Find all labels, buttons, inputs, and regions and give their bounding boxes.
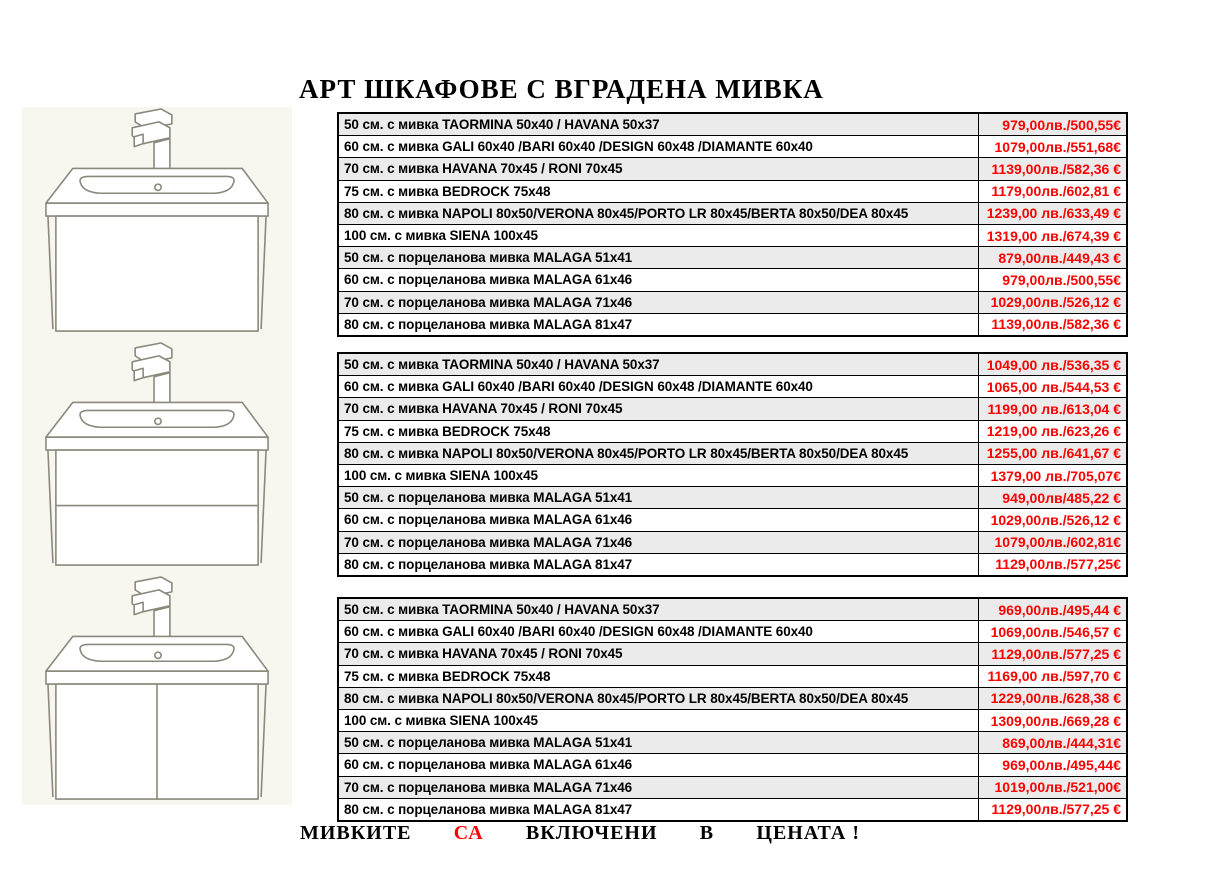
item-price-cell: 879,00лв./449,43 € — [979, 247, 1128, 269]
page-title: АРТ ШКАФОВЕ С ВГРАДЕНА МИВКА — [299, 74, 824, 104]
footer-word: ВКЛЮЧЕНИ — [525, 822, 658, 844]
item-price-cell: 869,00лв./444,31€ — [979, 732, 1128, 754]
table-row — [338, 202, 1127, 224]
item-description-cell: 100 см. с мивка SIENA 100x45 — [338, 224, 979, 246]
table-row — [338, 709, 1127, 731]
table-row — [338, 420, 1127, 442]
table-row — [338, 136, 1127, 158]
vanity-illustrations-panel — [22, 107, 292, 805]
table-row — [338, 224, 1127, 246]
item-price-cell: 1319,00 лв./674,39 € — [979, 224, 1128, 246]
item-price-cell: 1065,00 лв./544,53 € — [979, 376, 1128, 398]
vanity-two-doors-illustration — [22, 575, 292, 805]
table-row — [338, 776, 1127, 798]
price-table-2 — [337, 352, 1128, 577]
item-price-cell: 1255,00 лв./641,67 € — [979, 442, 1128, 464]
item-price-cell: 1169,00 лв./597,70 € — [979, 665, 1128, 687]
item-description-cell: 75 см. с мивка BEDROCK 75x48 — [338, 180, 979, 202]
item-description-cell: 60 см. с мивка GALI 60x40 /BARI 60x40 /DESIGN 60x48 /DIAMANTE 60x40 — [338, 621, 979, 643]
item-price-cell: 1199,00 лв./613,04 € — [979, 398, 1128, 420]
table-row — [338, 553, 1127, 576]
table-row — [338, 487, 1127, 509]
vanity-two-drawers-illustration — [22, 341, 292, 571]
item-price-cell: 1019,00лв./521,00€ — [979, 776, 1128, 798]
footer-word: МИВКИТЕ — [300, 822, 412, 844]
table-row — [338, 442, 1127, 464]
table-row — [338, 598, 1127, 621]
item-price-cell: 949,00лв/485,22 € — [979, 487, 1128, 509]
item-description-cell: 70 см. с порцеланова мивка MALAGA 71x46 — [338, 776, 979, 798]
item-description-cell: 100 см. с мивка SIENA 100x45 — [338, 709, 979, 731]
item-description-cell: 70 см. с мивка HAVANA 70x45 / RONI 70x45 — [338, 158, 979, 180]
table-row — [338, 665, 1127, 687]
item-description-cell: 80 см. с порцеланова мивка MALAGA 81x47 — [338, 313, 979, 336]
table-row — [338, 158, 1127, 180]
item-description-cell: 70 см. с порцеланова мивка MALAGA 71x46 — [338, 531, 979, 553]
table-row — [338, 798, 1127, 821]
price-table-1 — [337, 112, 1128, 337]
item-price-cell: 1379,00 лв./705,07€ — [979, 464, 1128, 486]
item-price-cell: 1069,00лв./546,57 € — [979, 621, 1128, 643]
item-description-cell: 60 см. с порцеланова мивка MALAGA 61x46 — [338, 509, 979, 531]
item-price-cell: 1049,00 лв./536,35 € — [979, 353, 1128, 376]
item-price-cell: 1239,00 лв./633,49 € — [979, 202, 1128, 224]
item-price-cell: 1079,00лв./551,68€ — [979, 136, 1128, 158]
item-description-cell: 70 см. с порцеланова мивка MALAGA 71x46 — [338, 291, 979, 313]
item-price-cell: 1129,00лв./577,25 € — [979, 798, 1128, 821]
item-description-cell: 60 см. с порцеланова мивка MALAGA 61x46 — [338, 754, 979, 776]
item-description-cell: 70 см. с мивка HAVANA 70x45 / RONI 70x45 — [338, 643, 979, 665]
item-price-cell: 979,00лв./500,55€ — [979, 269, 1128, 291]
item-description-cell: 70 см. с мивка HAVANA 70x45 / RONI 70x45 — [338, 398, 979, 420]
item-price-cell: 1129,00лв./577,25€ — [979, 553, 1128, 576]
item-price-cell: 979,00лв./500,55€ — [979, 113, 1128, 136]
item-description-cell: 60 см. с мивка GALI 60x40 /BARI 60x40 /DESIGN 60x48 /DIAMANTE 60x40 — [338, 376, 979, 398]
table-row — [338, 113, 1127, 136]
table-row — [338, 464, 1127, 486]
item-description-cell: 50 см. с порцеланова мивка MALAGA 51x41 — [338, 487, 979, 509]
table-row — [338, 531, 1127, 553]
item-description-cell: 60 см. с порцеланова мивка MALAGA 61x46 — [338, 269, 979, 291]
item-description-cell: 50 см. с порцеланова мивка MALAGA 51x41 — [338, 247, 979, 269]
item-description-cell: 50 см. с мивка TAORMINA 50x40 / HAVANA 50x37 — [338, 353, 979, 376]
table-row — [338, 353, 1127, 376]
table-row — [338, 247, 1127, 269]
footer-word: ЦЕНАТА ! — [756, 822, 860, 844]
item-price-cell: 1139,00лв./582,36 € — [979, 158, 1128, 180]
footer-word-highlighted: СА — [453, 822, 484, 844]
item-price-cell: 1139,00лв./582,36 € — [979, 313, 1128, 336]
price-table-3 — [337, 597, 1128, 822]
item-description-cell: 75 см. с мивка BEDROCK 75x48 — [338, 420, 979, 442]
item-price-cell: 1229,00лв./628,38 € — [979, 687, 1128, 709]
table-row — [338, 269, 1127, 291]
item-description-cell: 50 см. с мивка TAORMINA 50x40 / HAVANA 50x37 — [338, 113, 979, 136]
item-description-cell: 80 см. с мивка NAPOLI 80x50/VERONA 80x45/PORTO LR 80x45/BERTA 80x50/DEA 80x45 — [338, 202, 979, 224]
table-row — [338, 398, 1127, 420]
item-description-cell: 80 см. с порцеланова мивка MALAGA 81x47 — [338, 798, 979, 821]
table-row — [338, 376, 1127, 398]
item-price-cell: 969,00лв./495,44 € — [979, 598, 1128, 621]
item-price-cell: 969,00лв./495,44€ — [979, 754, 1128, 776]
item-price-cell: 1179,00лв./602,81 € — [979, 180, 1128, 202]
item-description-cell: 80 см. с мивка NAPOLI 80x50/VERONA 80x45/PORTO LR 80x45/BERTA 80x50/DEA 80x45 — [338, 442, 979, 464]
item-description-cell: 60 см. с мивка GALI 60x40 /BARI 60x40 /DESIGN 60x48 /DIAMANTE 60x40 — [338, 136, 979, 158]
item-price-cell: 1029,00лв./526,12 € — [979, 509, 1128, 531]
table-row — [338, 180, 1127, 202]
item-description-cell: 50 см. с порцеланова мивка MALAGA 51x41 — [338, 732, 979, 754]
footer-word: В — [699, 822, 715, 844]
table-row — [338, 509, 1127, 531]
table-row — [338, 621, 1127, 643]
table-row — [338, 687, 1127, 709]
item-price-cell: 1029,00лв./526,12 € — [979, 291, 1128, 313]
item-description-cell: 80 см. с мивка NAPOLI 80x50/VERONA 80x45/PORTO LR 80x45/BERTA 80x50/DEA 80x45 — [338, 687, 979, 709]
table-row — [338, 643, 1127, 665]
footer-note — [300, 822, 860, 845]
item-description-cell: 100 см. с мивка SIENA 100x45 — [338, 464, 979, 486]
item-price-cell: 1079,00лв./602,81€ — [979, 531, 1128, 553]
table-row — [338, 732, 1127, 754]
item-price-cell: 1129,00лв./577,25 € — [979, 643, 1128, 665]
item-description-cell: 50 см. с мивка TAORMINA 50x40 / HAVANA 50x37 — [338, 598, 979, 621]
item-description-cell: 80 см. с порцеланова мивка MALAGA 81x47 — [338, 553, 979, 576]
table-row — [338, 313, 1127, 336]
table-row — [338, 754, 1127, 776]
table-row — [338, 291, 1127, 313]
item-price-cell: 1219,00 лв./623,26 € — [979, 420, 1128, 442]
vanity-single-front-illustration — [22, 107, 292, 337]
item-price-cell: 1309,00лв./669,28 € — [979, 709, 1128, 731]
item-description-cell: 75 см. с мивка BEDROCK 75x48 — [338, 665, 979, 687]
